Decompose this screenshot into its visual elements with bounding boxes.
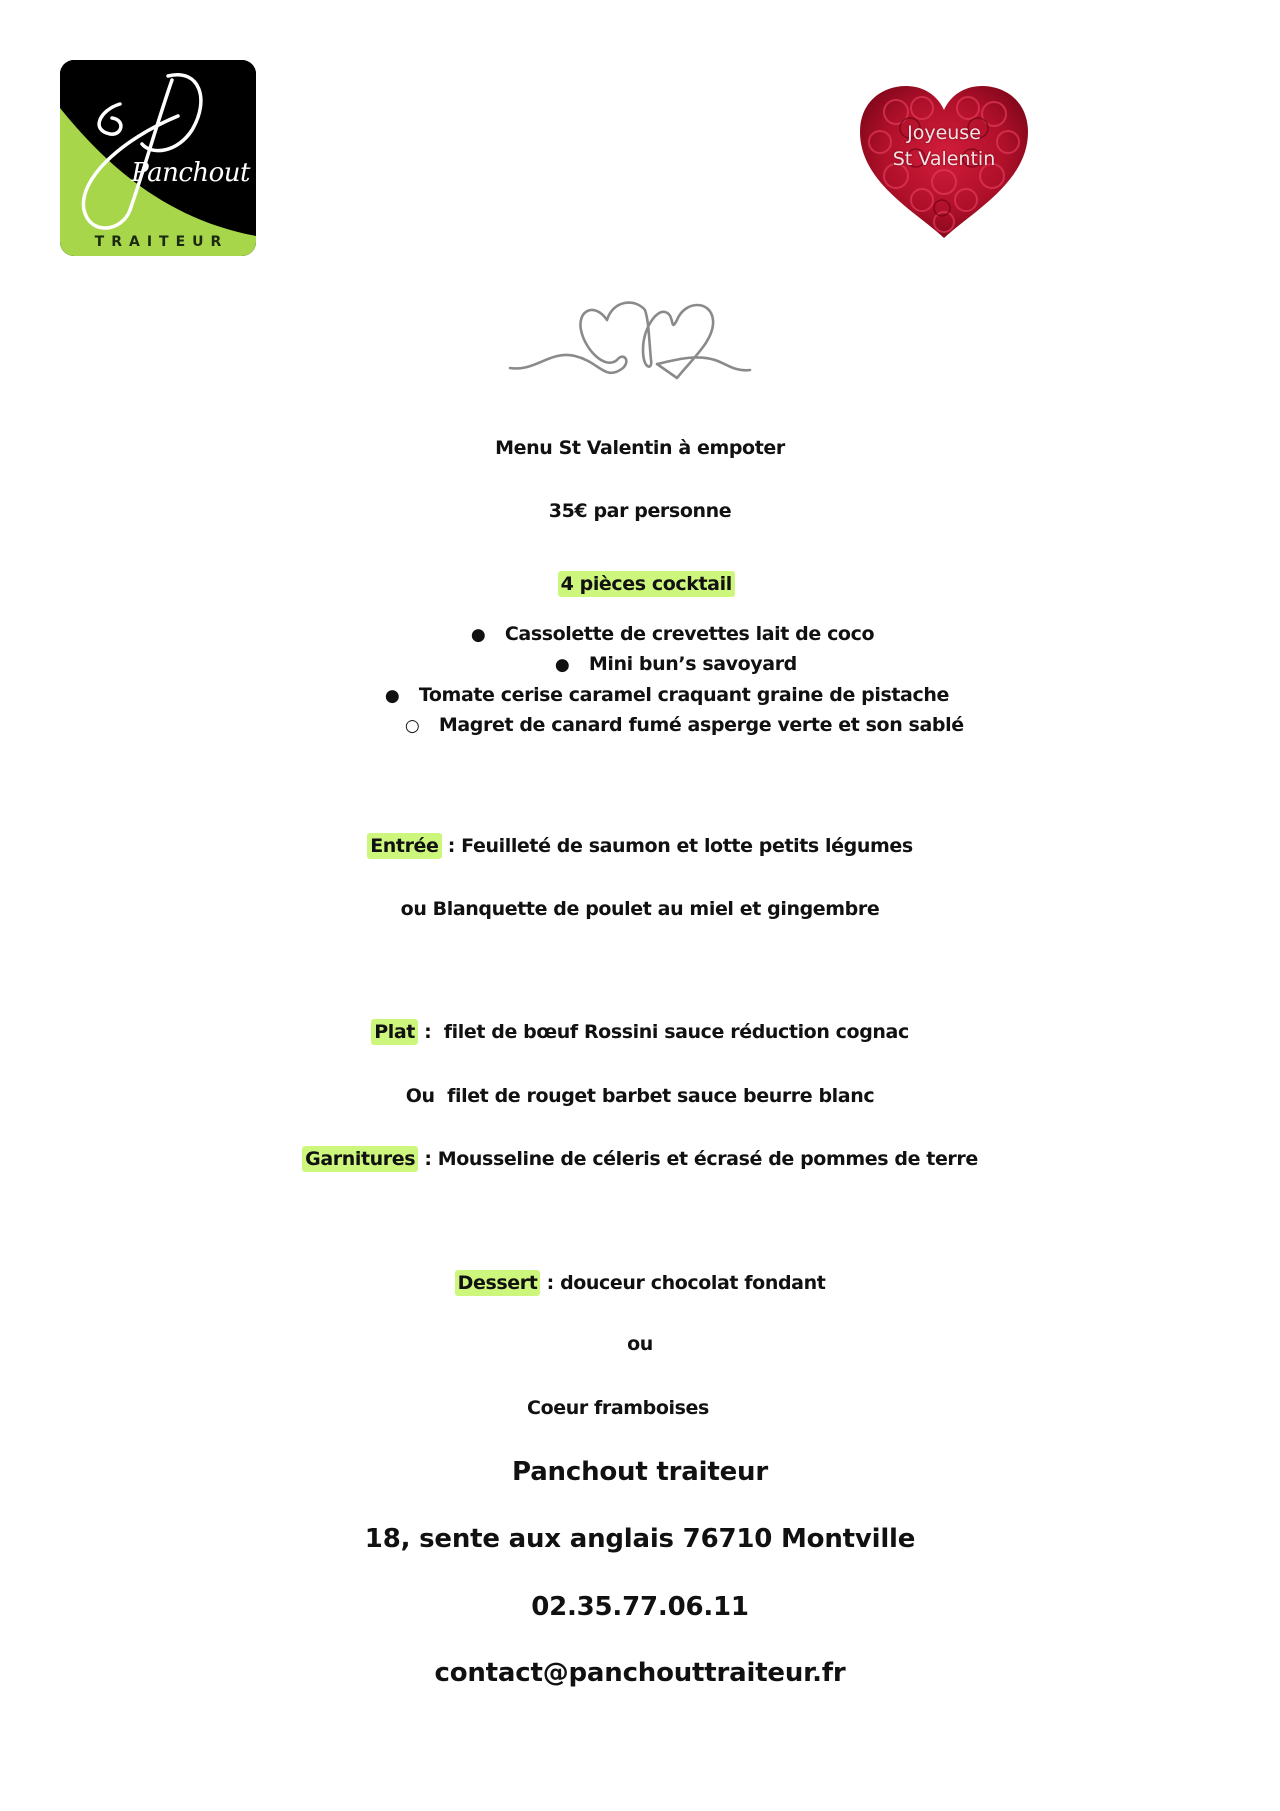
entree-text: : Feuilleté de saumon et lotte petits légumes bbox=[441, 835, 913, 857]
entree-alternative: ou Blanquette de poulet au miel et gingembre bbox=[400, 898, 880, 920]
hollow-bullet-icon: ○ bbox=[404, 716, 420, 736]
list-item-text: Cassolette de crevettes lait de coco bbox=[504, 623, 875, 645]
plat-label: Plat bbox=[371, 1019, 418, 1045]
garnitures-line bbox=[0, 1148, 1280, 1170]
company-email: contact@panchouttraiteur.fr bbox=[434, 1658, 846, 1688]
list-item bbox=[380, 692, 964, 758]
garnitures-text: : Mousseline de céleris et écrasé de pommes de terre bbox=[418, 1148, 978, 1170]
bullet-icon: ● bbox=[384, 686, 400, 706]
company-name: Panchout traiteur bbox=[512, 1457, 768, 1487]
menu-price: 35€ par personne bbox=[548, 500, 732, 522]
bullet-icon: ● bbox=[470, 625, 486, 645]
hearts-doodle-icon bbox=[505, 290, 755, 390]
company-address: 18, sente aux anglais 76710 Montville bbox=[364, 1524, 916, 1554]
entree-line bbox=[0, 835, 1280, 857]
dessert-alternative: Coeur framboises bbox=[527, 1397, 709, 1419]
dessert-line bbox=[0, 1272, 1280, 1294]
list-item-text: Mini bun’s savoyard bbox=[588, 653, 797, 675]
plat-line bbox=[0, 1021, 1280, 1043]
company-phone: 02.35.77.06.11 bbox=[531, 1592, 749, 1622]
heart-greeting-line2: St Valentin bbox=[892, 148, 996, 170]
heart-greeting-line1: Joyeuse bbox=[907, 122, 981, 144]
valentine-heart-badge bbox=[856, 82, 1032, 242]
dessert-text: : douceur chocolat fondant bbox=[540, 1272, 826, 1294]
entree-label: Entrée bbox=[367, 833, 441, 859]
menu-title: Menu St Valentin à empoter bbox=[495, 437, 785, 459]
dessert-or: ou bbox=[627, 1333, 653, 1355]
bullet-icon: ● bbox=[554, 655, 570, 675]
dessert-label: Dessert bbox=[455, 1270, 541, 1296]
heart-greeting bbox=[856, 120, 1032, 172]
plat-text: : filet de bœuf Rossini sauce réduction cognac bbox=[417, 1021, 909, 1043]
logo-tagline: TRAITEUR bbox=[94, 234, 229, 250]
logo-script-text: Panchout bbox=[131, 158, 250, 188]
garnitures-label: Garnitures bbox=[302, 1146, 418, 1172]
cocktail-heading bbox=[0, 551, 1280, 595]
panchout-traiteur-logo bbox=[60, 60, 256, 256]
list-item-text: Magret de canard fumé asperge verte et son sablé bbox=[438, 714, 964, 736]
plat-alternative: Ou filet de rouget barbet sauce beurre blanc bbox=[405, 1085, 875, 1107]
cocktail-heading-highlight: 4 pièces cocktail bbox=[558, 571, 735, 597]
list-item-text: Tomate cerise caramel craquant graine de pistache bbox=[418, 684, 949, 706]
